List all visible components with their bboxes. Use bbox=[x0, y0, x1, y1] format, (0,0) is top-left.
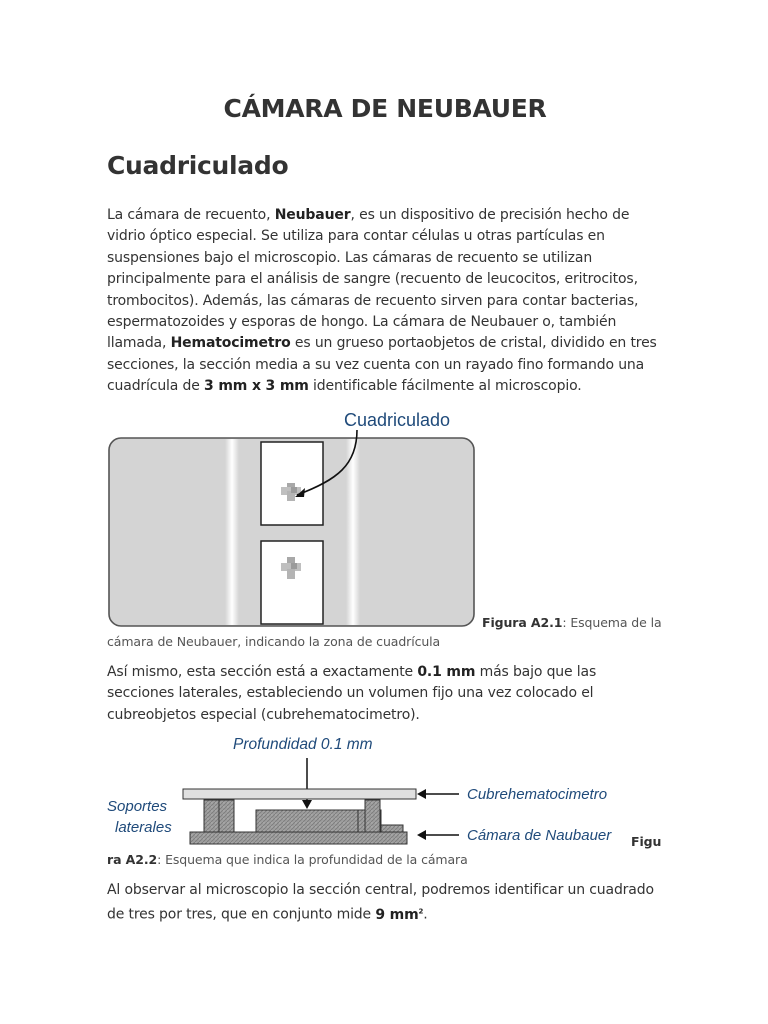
caption-label: ra A2.2 bbox=[107, 852, 158, 867]
caption-text: : Esquema que indica la profundidad de la cámara bbox=[157, 852, 468, 867]
caption-label: Figura A2.1 bbox=[482, 615, 563, 630]
text-run: , es un dispositivo de precisión hecho de vidrio óptico especial. Se utiliza para contar células u otras partículas en suspensiones bajo el microscopio. Las cámaras de recuento se utilizan principalmente para el análisis de sangre (recuento de leucocitos, eritrocitos, trombocitos). Además, las cámaras de recuento sirven para contar bacterias, espermatozoides y esporas de hongo. La cámara de Neubauer o, también llamada, bbox=[107, 207, 639, 352]
section-heading: Cuadriculado bbox=[107, 151, 289, 180]
text-run: identificable fácilmente al microscopio. bbox=[308, 378, 582, 395]
chamber-center-platform bbox=[256, 810, 358, 832]
depth-paragraph bbox=[107, 662, 663, 726]
bold-term-neubauer: Neubauer bbox=[274, 207, 351, 223]
grid-square-bottom bbox=[261, 541, 323, 624]
bold-term-hematocimetro: Hematocimetro bbox=[170, 335, 291, 352]
caption-label: Figu bbox=[631, 834, 662, 849]
support-left bbox=[219, 800, 234, 832]
label-cover-glass: Cubrehematocimetro bbox=[467, 786, 608, 803]
area-value: 9 mm bbox=[375, 907, 419, 924]
grid-paragraph bbox=[107, 880, 663, 926]
caption-text: : Esquema de la bbox=[562, 615, 662, 630]
groove-right bbox=[346, 439, 360, 625]
bold-term-area bbox=[375, 907, 423, 923]
bold-term-depth: 0.1 mm bbox=[417, 664, 476, 680]
figure-label-cuadriculado: Cuadriculado bbox=[344, 410, 451, 430]
text-run: más bajo que las secciones laterales, estableciendo un volumen fijo una vez colocado el cubreobjetos especial (cubrehematocimetro). bbox=[107, 664, 597, 723]
label-support-1: Soportes bbox=[107, 798, 168, 815]
label-chamber: Cámara de Naubauer bbox=[467, 827, 612, 844]
figure2-caption-start bbox=[631, 833, 661, 851]
area-exponent: 2 bbox=[418, 907, 424, 916]
text-run: . bbox=[423, 907, 428, 924]
figure2-caption bbox=[107, 851, 468, 869]
neubauer-slide-figure bbox=[107, 405, 487, 633]
figure1-caption bbox=[482, 614, 662, 632]
intro-paragraph bbox=[107, 205, 663, 398]
cover-glass bbox=[183, 789, 416, 799]
bold-term-dimensions: 3 mm x 3 mm bbox=[204, 378, 309, 395]
text-run: Al observar al microscopio la sección central, podremos identificar un cuadrado de tres por tres, que en conjunto mide bbox=[107, 882, 654, 924]
groove-left bbox=[225, 439, 239, 625]
text-run: Así mismo, esta sección está a exactamente bbox=[107, 664, 418, 680]
chamber-base bbox=[190, 832, 407, 844]
text-run: La cámara de recuento, bbox=[107, 207, 275, 223]
chamber-depth-figure bbox=[107, 730, 663, 852]
label-depth: Profundidad 0.1 mm bbox=[233, 736, 373, 753]
label-support-2: laterales bbox=[115, 819, 172, 836]
figure1-caption-line2: cámara de Neubauer, indicando la zona de cuadrícula bbox=[107, 634, 441, 649]
text-run: es un grueso portaobjetos de cristal, dividido en tres secciones, la sección media a su vez cuenta con un rayado fino formando una cuadrícula de bbox=[107, 335, 657, 395]
page-title: CÁMARA DE NEUBAUER bbox=[223, 94, 547, 123]
support-right bbox=[365, 800, 380, 832]
